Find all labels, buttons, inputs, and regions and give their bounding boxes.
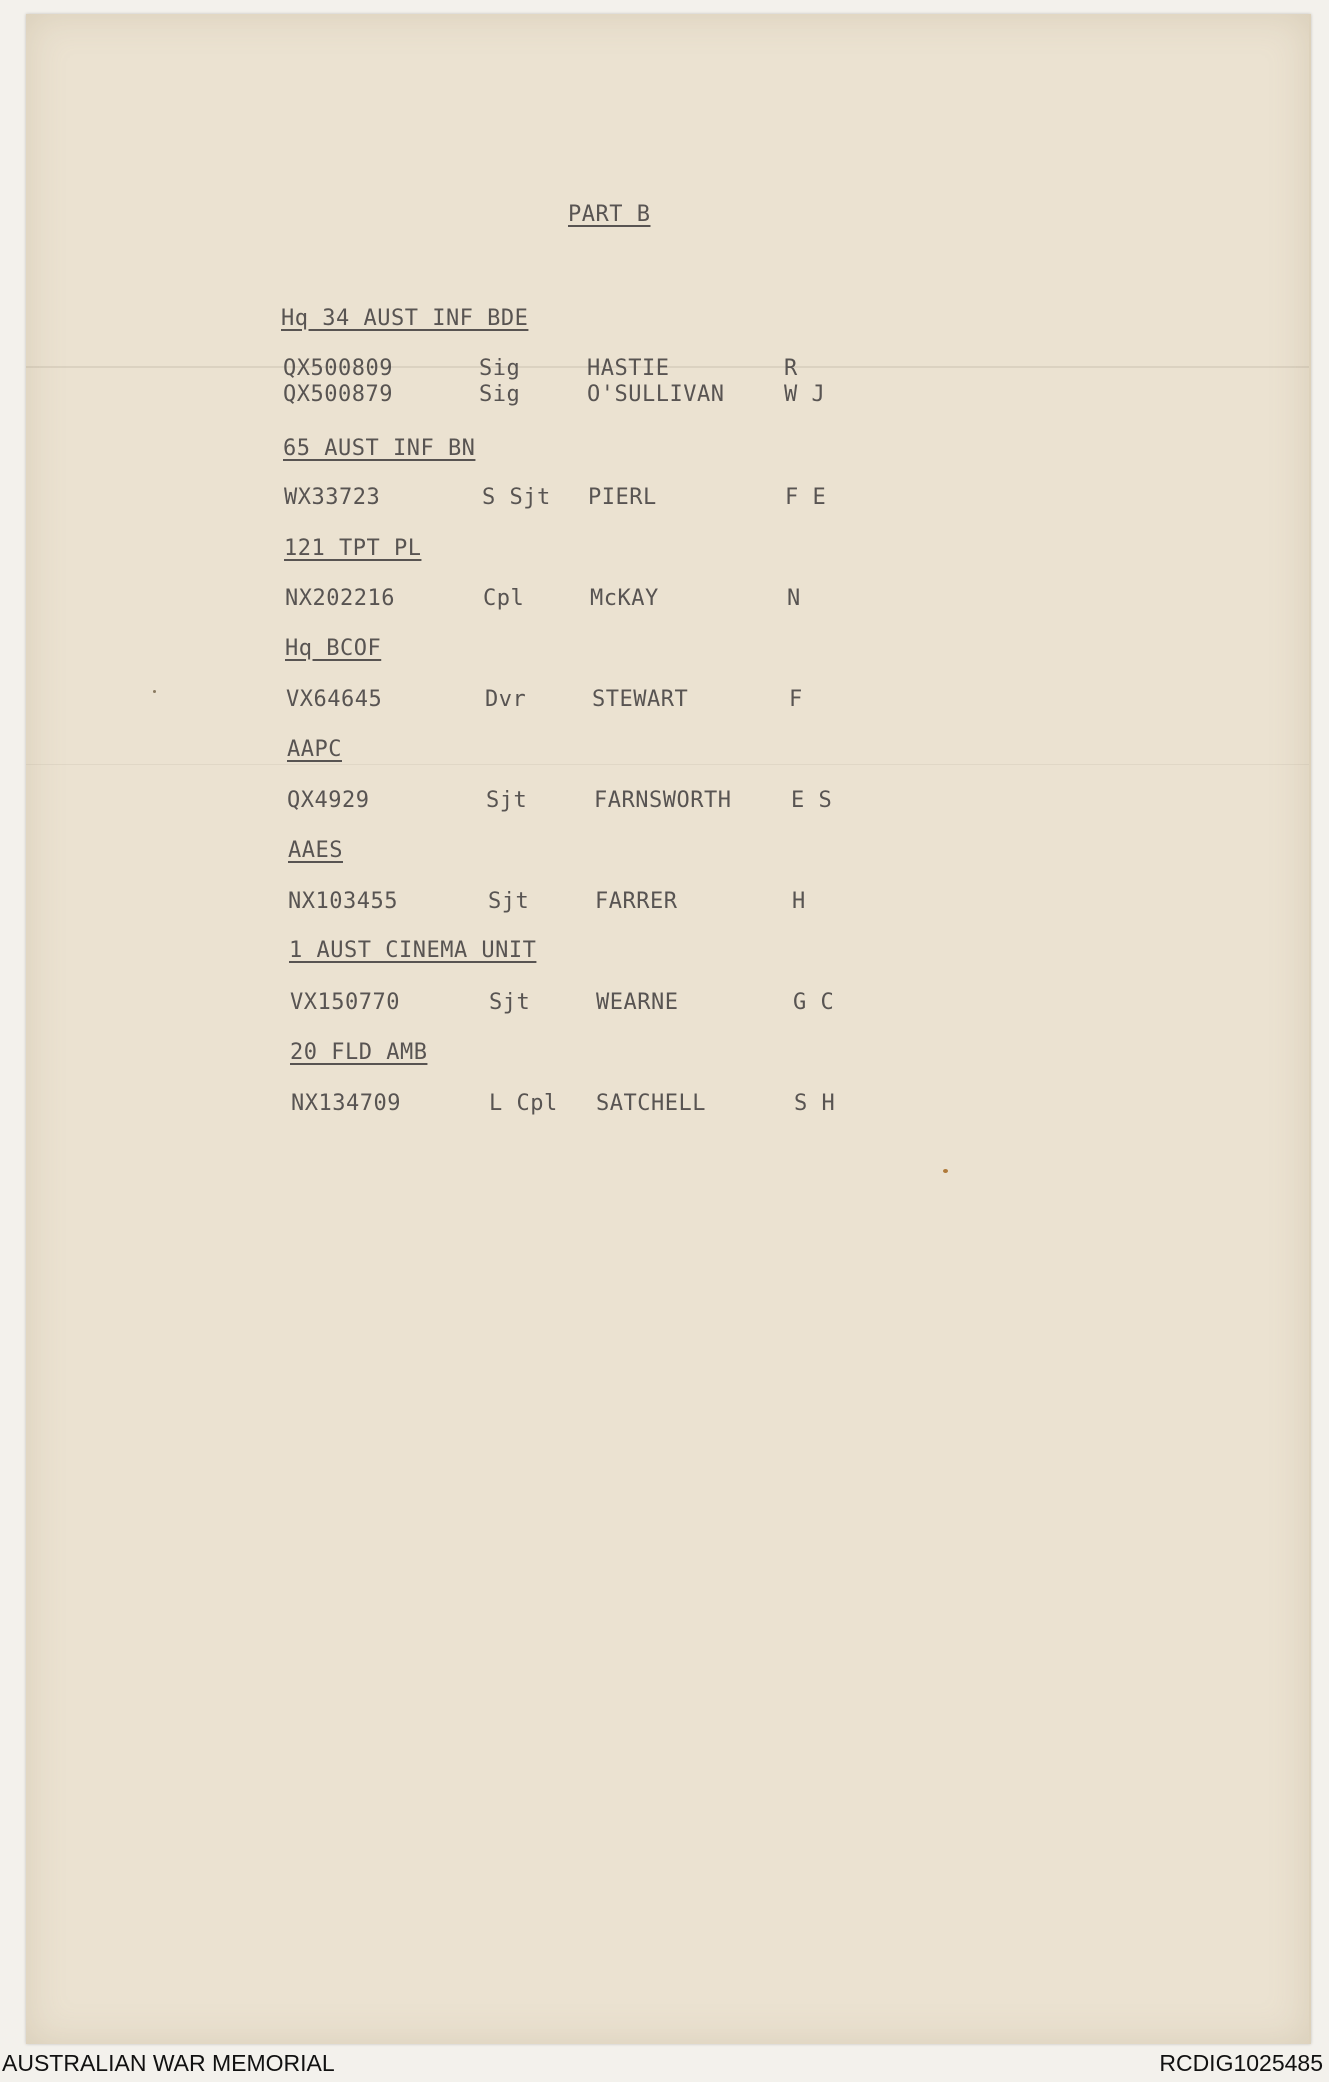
- service-number: QX4929: [287, 788, 370, 813]
- surname: HASTIE: [587, 356, 670, 381]
- surname: FARRER: [595, 889, 678, 914]
- surname: SATCHELL: [596, 1091, 706, 1116]
- unit-heading: Hq 34 AUST INF BDE: [281, 306, 529, 331]
- unit-heading: 1 AUST CINEMA UNIT: [289, 938, 537, 963]
- surname: McKAY: [590, 586, 659, 611]
- service-number: VX150770: [290, 990, 400, 1015]
- surname: STEWART: [592, 687, 689, 712]
- page-title: PART B: [568, 202, 651, 227]
- service-number: QX500809: [283, 356, 393, 381]
- initials: F E: [785, 485, 827, 510]
- initials: H: [792, 889, 806, 914]
- unit-heading: AAES: [288, 838, 343, 863]
- surname: O'SULLIVAN: [587, 382, 725, 407]
- surname: FARNSWORTH: [594, 788, 732, 813]
- unit-heading: 121 TPT PL: [284, 536, 422, 561]
- service-number: WX33723: [284, 485, 381, 510]
- service-number: NX103455: [288, 889, 398, 914]
- rank: Cpl: [483, 586, 525, 611]
- rank: Dvr: [485, 687, 527, 712]
- initials: S H: [794, 1091, 836, 1116]
- service-number: QX500879: [283, 382, 393, 407]
- paper-stain: [943, 1169, 948, 1173]
- rank: S Sjt: [482, 485, 551, 510]
- unit-heading: 20 FLD AMB: [290, 1040, 428, 1065]
- service-number: VX64645: [286, 687, 383, 712]
- initials: E S: [791, 788, 833, 813]
- rank: Sjt: [489, 990, 531, 1015]
- rank: Sig: [479, 382, 521, 407]
- service-number: NX134709: [291, 1091, 401, 1116]
- service-number: NX202216: [285, 586, 395, 611]
- rank: L Cpl: [489, 1091, 558, 1116]
- record-identifier: RCDIG1025485: [1159, 2050, 1323, 2076]
- initials: F: [789, 687, 803, 712]
- rank: Sjt: [486, 788, 528, 813]
- paper-stain: [153, 690, 156, 693]
- initials: W J: [784, 382, 826, 407]
- rank: Sig: [479, 356, 521, 381]
- surname: WEARNE: [596, 990, 679, 1015]
- initials: G C: [793, 990, 835, 1015]
- rank: Sjt: [488, 889, 530, 914]
- unit-heading: 65 AUST INF BN: [283, 436, 476, 461]
- surname: PIERL: [588, 485, 657, 510]
- unit-heading: AAPC: [287, 737, 342, 762]
- unit-heading: Hq BCOF: [285, 636, 382, 661]
- typed-document-page: [26, 14, 1311, 2044]
- initials: N: [787, 586, 801, 611]
- initials: R: [784, 356, 798, 381]
- archive-credit: AUSTRALIAN WAR MEMORIAL: [2, 2050, 335, 2076]
